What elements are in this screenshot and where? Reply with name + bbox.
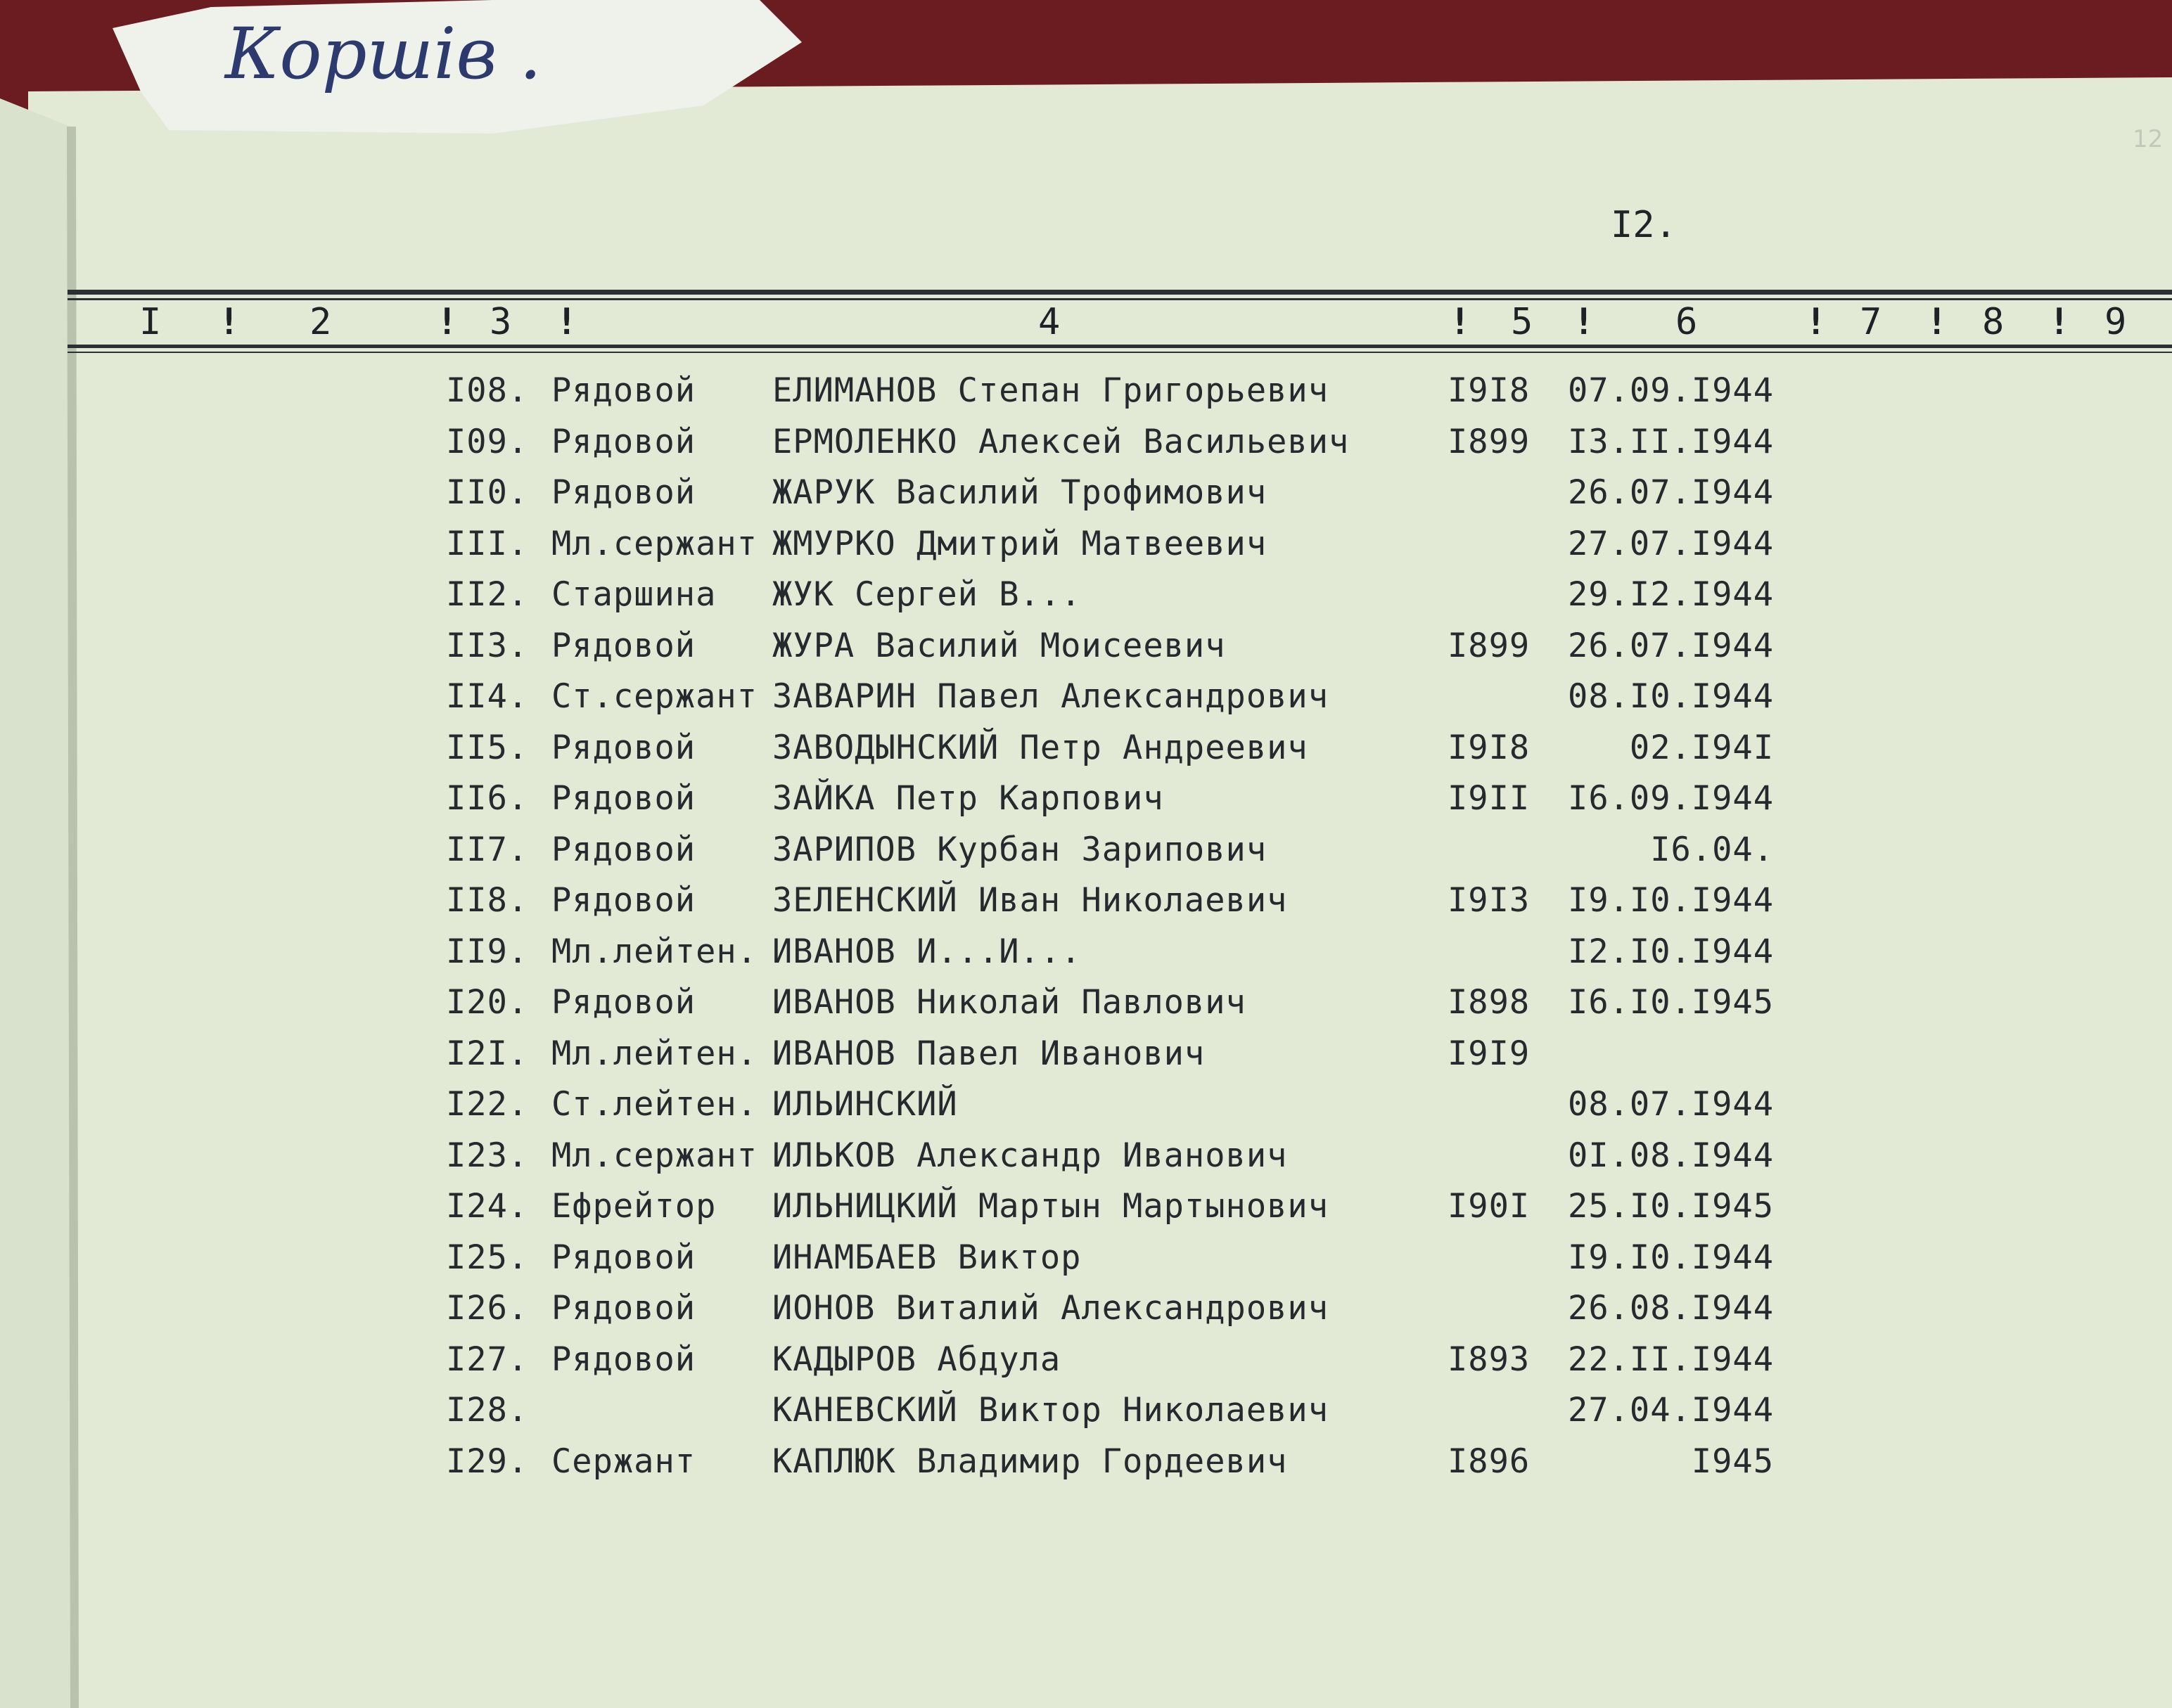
col-header-4: 4 [1038,301,1061,343]
row-rank: Рядовой [551,983,696,1022]
row-name: КАДЫРОВ Абдула [772,1340,1061,1379]
row-date: 08.I0.I944 [1568,677,1774,716]
row-rank: Ефрейтор [551,1187,717,1226]
row-rank: Рядовой [551,371,696,410]
row-name: ИВАНОВ И...И... [772,932,1082,971]
row-number: II7. [446,830,529,869]
row-name: ЖАРУК Василий Трофимович [772,473,1267,512]
row-birth-year: I9I9 [1448,1034,1531,1073]
row-name: ЖМУРКО Дмитрий Матвеевич [772,525,1267,563]
row-rank: Рядовой [551,1238,696,1277]
row-rank: Старшина [551,575,717,614]
row-rank: Ст.сержант [551,677,758,716]
row-name: ИВАНОВ Николай Павлович [772,983,1246,1022]
row-number: I25. [446,1238,529,1277]
row-name: ЖУРА Василий Моисеевич [772,627,1226,665]
row-name: КАПЛЮК Владимир Гордеевич [772,1442,1288,1481]
row-rank: Сержант [551,1442,696,1481]
header-rule-bottom-thin [68,352,2172,353]
handwritten-note: Коршів . [225,13,542,95]
row-number: I09. [446,423,529,461]
row-date: I2.I0.I944 [1568,932,1774,971]
row-rank: Мл.лейтен. [551,1034,758,1073]
row-birth-year: I899 [1448,627,1531,665]
row-rank: Рядовой [551,728,696,767]
row-number: II5. [446,728,529,767]
row-name: ЗАЙКА Петр Карпович [772,779,1164,818]
row-rank: Мл.сержант [551,525,758,563]
row-name: ИВАНОВ Павел Иванович [772,1034,1206,1073]
row-date: I6.09.I944 [1568,779,1774,818]
row-name: ЕРМОЛЕНКО Алексей Васильевич [772,423,1350,461]
row-name: ИЛЬНИЦКИЙ Мартын Мартынович [772,1187,1329,1226]
col-separator: ! [556,301,578,343]
col-header-2: 2 [309,301,332,343]
row-number: I27. [446,1340,529,1379]
row-rank: Рядовой [551,627,696,665]
row-number: I08. [446,371,529,410]
header-rule-top-thin [68,298,2172,300]
col-header-1: I [139,301,162,343]
col-header-6: 6 [1675,301,1698,343]
row-date: 26.07.I944 [1568,473,1774,512]
row-name: ЗАРИПОВ Курбан Зарипович [772,830,1267,869]
row-name: ИНАМБАЕВ Виктор [772,1238,1082,1277]
col-header-3: 3 [490,301,512,343]
row-number: I24. [446,1187,529,1226]
row-rank: Рядовой [551,1340,696,1379]
row-rank: Рядовой [551,423,696,461]
row-name: ЖУК Сергей В... [772,575,1082,614]
row-rank: Мл.лейтен. [551,932,758,971]
row-number: I22. [446,1085,529,1124]
col-separator: ! [218,301,241,343]
row-number: I23. [446,1136,529,1175]
row-number: I28. [446,1391,529,1430]
row-birth-year: I893 [1448,1340,1531,1379]
col-header-7: 7 [1860,301,1882,343]
row-date: I6.I0.I945 [1568,983,1774,1022]
row-date: 22.II.I944 [1568,1340,1774,1379]
row-date: 26.07.I944 [1568,627,1774,665]
row-date: I945 [1691,1442,1774,1481]
row-number: I26. [446,1289,529,1328]
row-date: 27.04.I944 [1568,1391,1774,1430]
row-number: II2. [446,575,529,614]
row-birth-year: I9II [1448,779,1531,818]
col-header-5: 5 [1511,301,1533,343]
row-rank: Мл.сержант [551,1136,758,1175]
row-birth-year: I896 [1448,1442,1531,1481]
row-date: 25.I0.I945 [1568,1187,1774,1226]
row-date: I9.I0.I944 [1568,881,1774,920]
row-date: 0I.08.I944 [1568,1136,1774,1175]
row-date: I6.04. [1650,830,1774,869]
row-rank: Рядовой [551,473,696,512]
row-birth-year: I9I8 [1448,728,1531,767]
row-number: II8. [446,881,529,920]
row-number: II3. [446,627,529,665]
row-name: ИОНОВ Виталий Александрович [772,1289,1329,1328]
row-name: ИЛЬКОВ Александр Иванович [772,1136,1288,1175]
col-separator: ! [1926,301,1948,343]
row-birth-year: I90I [1448,1187,1531,1226]
row-date: 02.I94I [1629,728,1774,767]
row-number: III. [446,525,529,563]
col-separator: ! [1805,301,1827,343]
row-date: 29.I2.I944 [1568,575,1774,614]
row-date: 07.09.I944 [1568,371,1774,410]
row-name: ИЛЬИНСКИЙ [772,1085,958,1124]
row-birth-year: I9I8 [1448,371,1531,410]
row-date: I3.II.I944 [1568,423,1774,461]
col-header-9: 9 [2104,301,2127,343]
col-separator: ! [1573,301,1595,343]
row-birth-year: I9I3 [1448,881,1531,920]
row-rank: Рядовой [551,779,696,818]
header-rule-top [68,290,2172,295]
col-separator: ! [1449,301,1471,343]
row-number: I20. [446,983,529,1022]
row-name: ЕЛИМАНОВ Степан Григорьевич [772,371,1329,410]
row-number: II6. [446,779,529,818]
row-birth-year: I898 [1448,983,1531,1022]
row-birth-year: I899 [1448,423,1531,461]
row-date: 08.07.I944 [1568,1085,1774,1124]
row-rank: Рядовой [551,881,696,920]
row-number: II0. [446,473,529,512]
row-rank: Рядовой [551,1289,696,1328]
row-date: I9.I0.I944 [1568,1238,1774,1277]
row-date: 26.08.I944 [1568,1289,1774,1328]
row-number: II9. [446,932,529,971]
row-number: II4. [446,677,529,716]
row-rank: Рядовой [551,830,696,869]
header-rule-bottom [68,345,2172,348]
col-separator: ! [2048,301,2071,343]
row-date: 27.07.I944 [1568,525,1774,563]
row-number: I2I. [446,1034,529,1073]
col-separator: ! [436,301,459,343]
row-name: ЗАВОДЫНСКИЙ Петр Андреевич [772,728,1308,767]
col-header-8: 8 [1982,301,2005,343]
row-number: I29. [446,1442,529,1481]
row-name: ЗЕЛЕНСКИЙ Иван Николаевич [772,881,1288,920]
corner-mark: 12 [2133,125,2164,153]
page-number: I2. [1611,204,1677,246]
row-name: ЗАВАРИН Павел Александрович [772,677,1329,716]
row-rank: Ст.лейтен. [551,1085,758,1124]
row-name: КАНЕВСКИЙ Виктор Николаевич [772,1391,1329,1430]
page-fold [0,98,77,1708]
